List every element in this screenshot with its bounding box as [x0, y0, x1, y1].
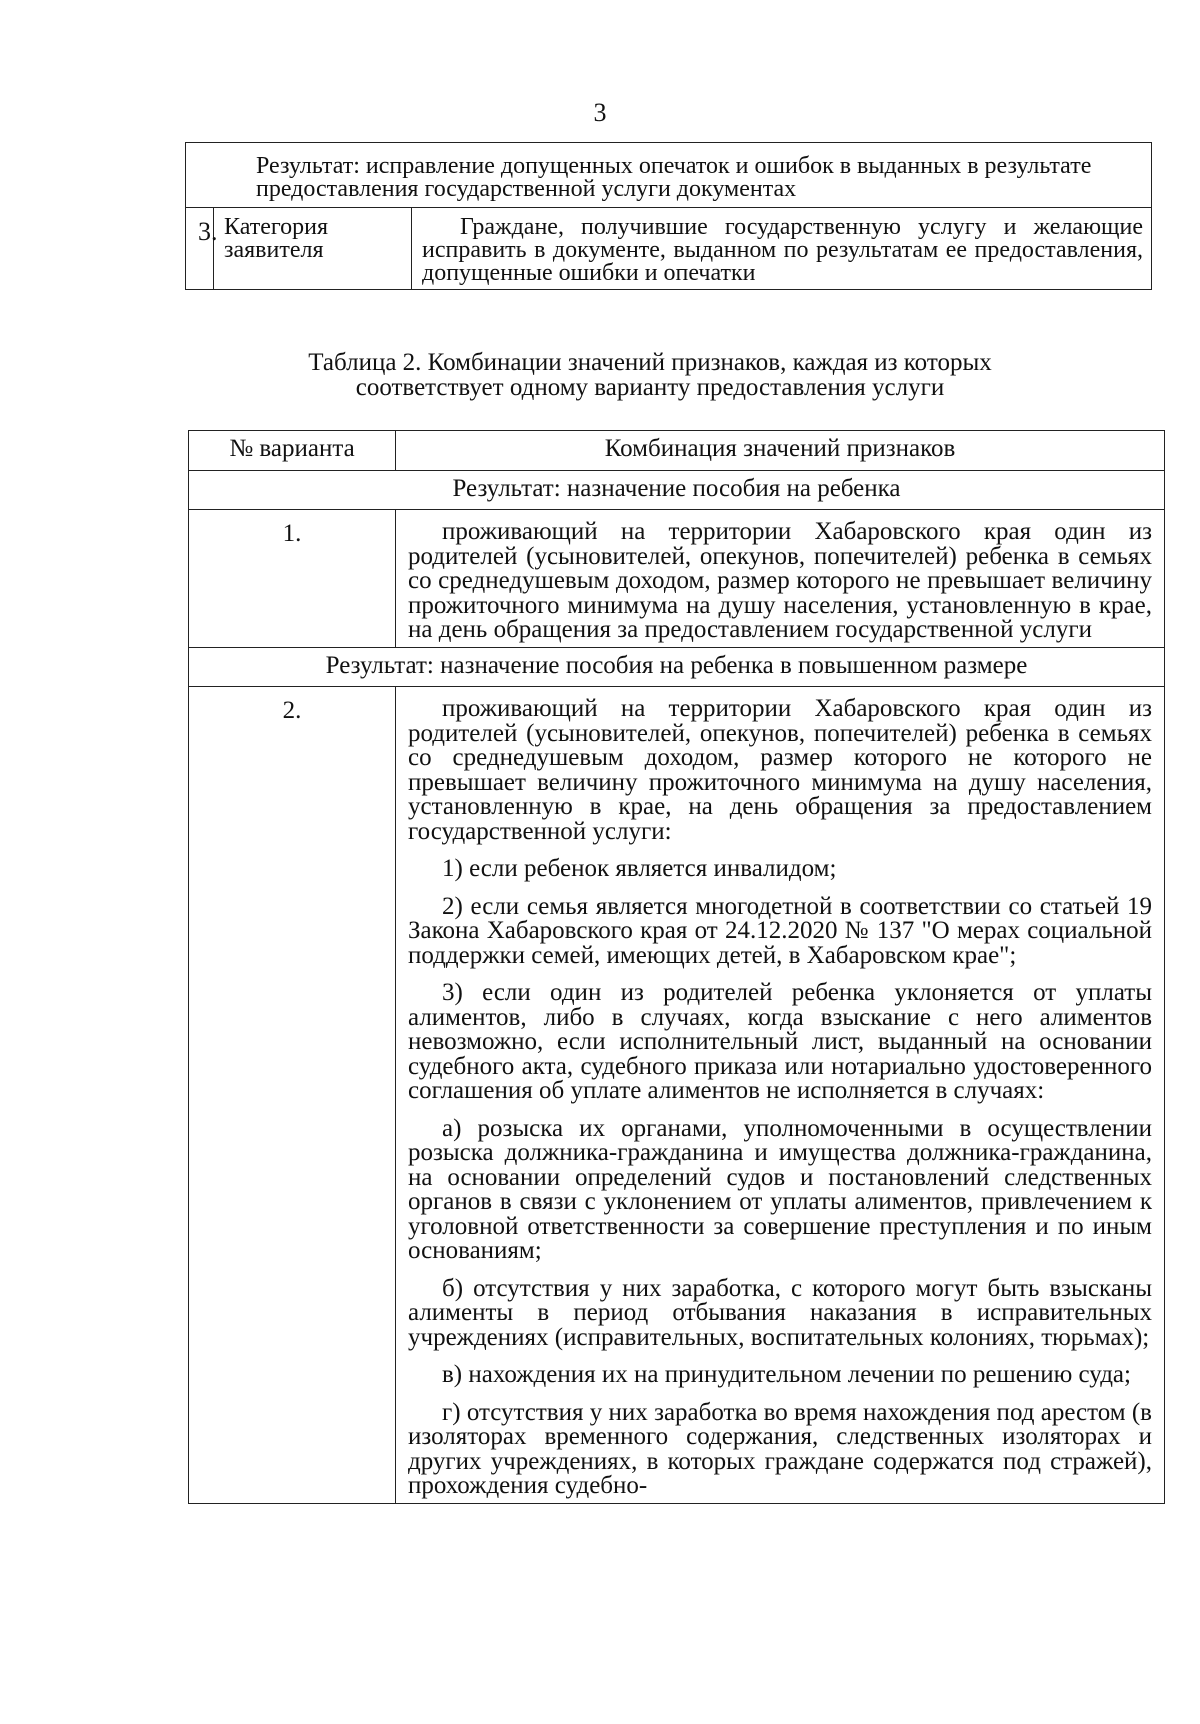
- variant-2-paragraph: в) нахождения их на принудительном лечении по решению суда;: [442, 1361, 1131, 1388]
- variant-2-paragraph: 3) если один из родителей ребенка уклоняется от уплаты алиментов, либо в случаях, когда взыскание с него алиментов невозможно, если исполнительный лист, выданный на основании судебного акта, судебного приказа или нотариально удостоверенного соглашения об уплате алиментов не исполняется в случаях:: [408, 979, 1152, 1104]
- variant-2-paragraph: а) розыска их органами, уполномоченными в осуществлении розыска должника-гражданина и имущества должника-гражданина, на основании определений судов и постановлений следственных органов в связи с уклонением от уплаты алиментов, привлечением к уголовной ответственности за совершение преступления и по иным основаниям;: [408, 1114, 1152, 1264]
- variant-1-paragraph: проживающий на территории Хабаровского края один из родителей (усыновителей, опекунов, попечителей) ребенка в семьях со среднедушевым доходом, размер которого не превышает величину прожиточного минимума на душу населения, установленную в крае, на день обращения за предоставлением государственной услуги: [408, 518, 1152, 643]
- page-number: 3: [593, 98, 607, 127]
- table-1-continuation: [185, 142, 1152, 290]
- caption-line-2: соответствует одному варианту предоставления услуги: [355, 374, 945, 401]
- table-2-header-row: [189, 431, 1165, 471]
- variant-text-2: [396, 687, 1165, 1504]
- table-2: [188, 430, 1165, 1504]
- variant-2-paragraph: б) отсутствия у них заработка, с которого могут быть взысканы алименты в период отбывания наказания в исправительных учреждениях (исправительных, воспитательных колониях, тюрьмах);: [408, 1274, 1152, 1351]
- table-2-result-row-2: [189, 647, 1165, 687]
- table-2-caption: [200, 350, 1100, 400]
- result-heading-2: Результат: назначение пособия на ребенка в повышенном размере: [189, 647, 1165, 687]
- variant-number-2: 2.: [189, 687, 396, 1504]
- table-1-result-row: [186, 143, 1152, 208]
- variant-2-paragraph: 1) если ребенок является инвалидом;: [442, 855, 837, 882]
- variant-2-paragraph: 2) если семья является многодетной в соответствии со статьей 19 Закона Хабаровского края от 24.12.2020 № 137 "О мерах социальной поддержки семей, имеющих детей, в Хабаровском крае";: [408, 892, 1152, 969]
- column-header-variant: № варианта: [189, 431, 396, 471]
- row-number: 3.: [186, 208, 214, 290]
- table-1-category-row: [186, 208, 1152, 290]
- variant-2-paragraph: г) отсутствия у них заработка во время нахождения под арестом (в изоляторах временного содержания, следственных изоляторах и других учреждениях, в которых граждане содержатся под стражей), прохождения судебно-: [408, 1398, 1152, 1499]
- table-row-variant-1: [189, 510, 1165, 648]
- category-label: Категория заявителя: [214, 208, 412, 290]
- variant-2-paragraph: проживающий на территории Хабаровского края один из родителей (усыновителей, опекунов, попечителей) ребенка в семьях со среднедушевым доходом, размер которого не которого не превышает величину прожиточного минимума на душу населения, установленную в крае, на день обращения за предоставлением государственной услуги:: [408, 695, 1152, 845]
- table-2-result-row-1: [189, 470, 1165, 510]
- table-row-variant-2: [189, 687, 1165, 1504]
- variant-text-1: [396, 510, 1165, 648]
- column-header-combination: Комбинация значений признаков: [396, 431, 1165, 471]
- category-value: Граждане, получившие государственную услугу и желающие исправить в документе, выданном по результатам ее предоставления, допущенные ошибки и опечатки: [412, 208, 1152, 290]
- result-heading-1: Результат: назначение пособия на ребенка: [189, 470, 1165, 510]
- variant-number-1: 1.: [189, 510, 396, 648]
- result-text: Результат: исправление допущенных опечаток и ошибок в выданных в результате предоставления государственной услуги документах: [186, 143, 1152, 208]
- caption-line-1: Таблица 2. Комбинации значений признаков, каждая из которых: [308, 349, 992, 376]
